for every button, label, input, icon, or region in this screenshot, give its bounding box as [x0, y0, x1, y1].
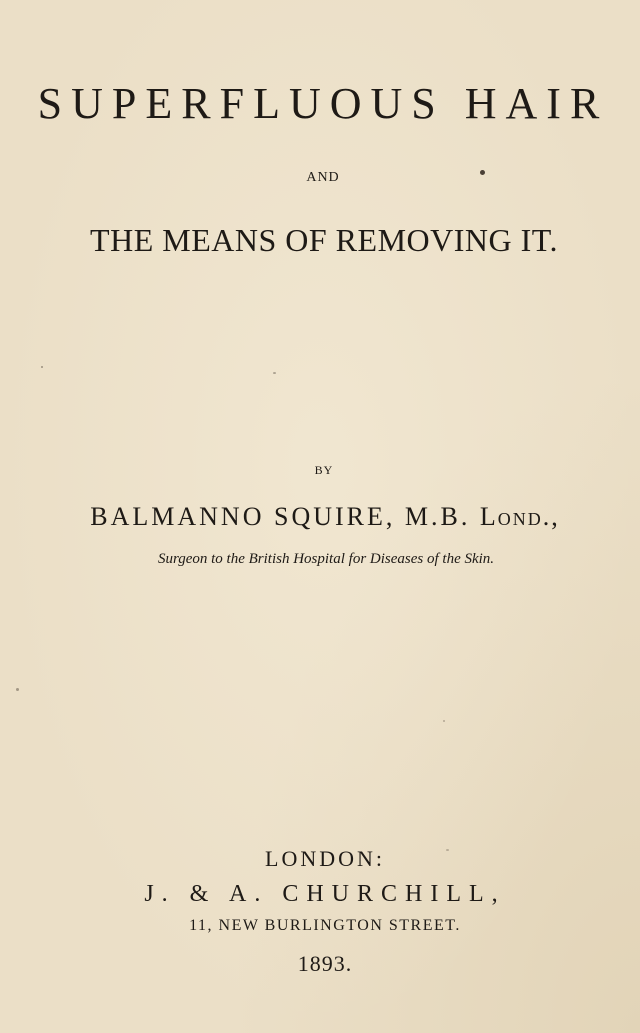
author-line [0, 500, 640, 534]
title-conjunction: AND [306, 170, 340, 185]
publisher-name: J. & A. CHURCHILL, [144, 881, 506, 907]
by-line: BY [314, 463, 334, 477]
book-subtitle: THE MEANS OF REMOVING IT. [90, 222, 558, 258]
author-degree-place: Lond., [479, 502, 560, 531]
paper-speck [41, 366, 43, 368]
imprint-city: LONDON: [265, 846, 385, 871]
author-name: BALMANNO SQUIRE, M.B. [90, 502, 471, 531]
paper-speck [480, 170, 485, 175]
paper-speck [446, 849, 449, 851]
publisher-address: 11, NEW BURLINGTON STREET. [189, 917, 461, 934]
publication-year: 1893. [297, 951, 353, 976]
book-title: SUPERFLUOUS HAIR [37, 79, 609, 128]
author-affiliation: Surgeon to the British Hospital for Diseases of the Skin. [157, 551, 495, 567]
paper-speck [273, 372, 276, 374]
paper-speck [16, 688, 19, 691]
paper-speck [443, 720, 445, 722]
